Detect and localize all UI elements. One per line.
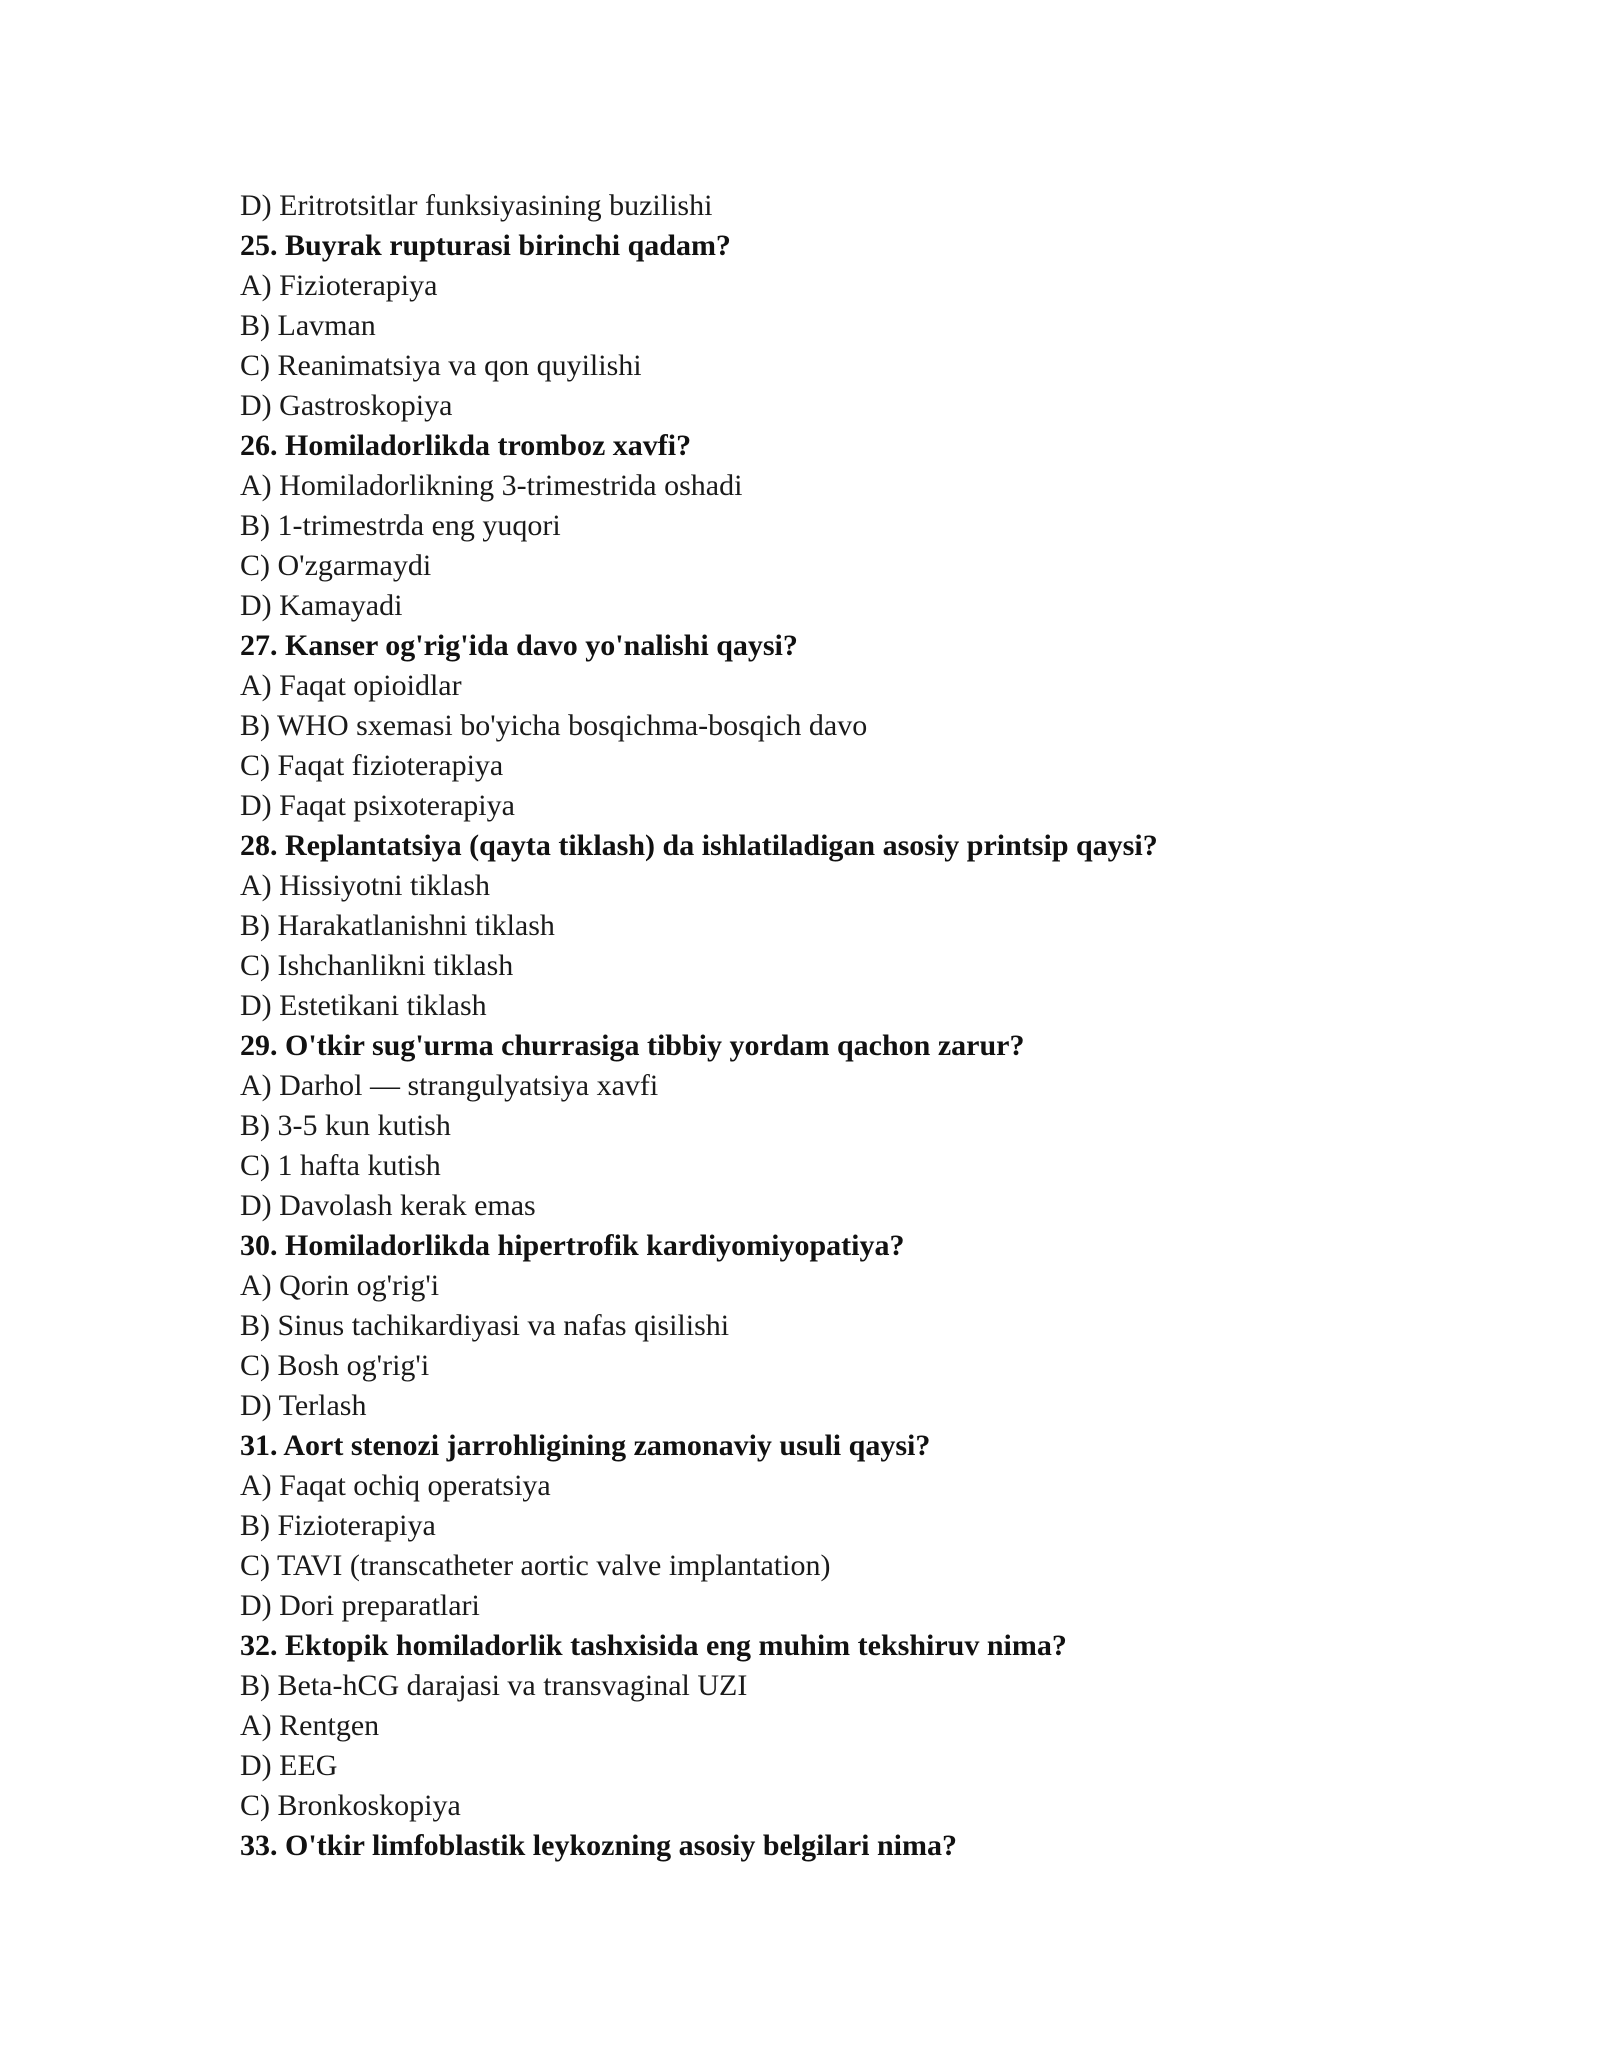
answer-option: C) Bosh og'rig'i	[240, 1349, 430, 1382]
answer-option: D) Faqat psixoterapiya	[240, 789, 515, 822]
answer-option: C) O'zgarmaydi	[240, 549, 432, 582]
answer-option: A) Hissiyotni tiklash	[240, 869, 491, 902]
question-heading: 27. Kanser og'rig'ida davo yo'nalishi qaysi?	[240, 629, 798, 662]
answer-option: A) Homiladorlikning 3-trimestrida oshadi	[240, 469, 743, 502]
answer-option: B) Sinus tachikardiyasi va nafas qisilishi	[240, 1309, 730, 1342]
quiz-content	[240, 186, 1480, 1866]
answer-option: A) Rentgen	[240, 1709, 380, 1742]
answer-option: D) Eritrotsitlar funksiyasining buzilishi	[240, 189, 713, 222]
answer-option: D) Kamayadi	[240, 589, 403, 622]
answer-option: C) Reanimatsiya va qon quyilishi	[240, 349, 642, 382]
question-heading: 28. Replantatsiya (qayta tiklash) da ishlatiladigan asosiy printsip qaysi?	[240, 829, 1158, 862]
answer-option: D) Dori preparatlari	[240, 1589, 480, 1622]
answer-option: B) 3-5 kun kutish	[240, 1109, 451, 1142]
answer-option: D) Terlash	[240, 1389, 367, 1422]
answer-option: A) Darhol — strangulyatsiya xavfi	[240, 1069, 659, 1102]
answer-option: C) Faqat fizioterapiya	[240, 749, 504, 782]
answer-option: B) WHO sxemasi bo'yicha bosqichma-bosqich davo	[240, 709, 868, 742]
answer-option: D) Davolash kerak emas	[240, 1189, 536, 1222]
answer-option: B) Harakatlanishni tiklash	[240, 909, 555, 942]
answer-option: A) Faqat ochiq operatsiya	[240, 1469, 551, 1502]
question-heading: 26. Homiladorlikda tromboz xavfi?	[240, 429, 692, 462]
answer-option: A) Fizioterapiya	[240, 269, 438, 302]
answer-option: C) Bronkoskopiya	[240, 1789, 461, 1822]
answer-option: D) Estetikani tiklash	[240, 989, 487, 1022]
answer-option: C) 1 hafta kutish	[240, 1149, 441, 1182]
question-heading: 31. Aort stenozi jarrohligining zamonaviy usuli qaysi?	[240, 1429, 931, 1462]
answer-option: A) Qorin og'rig'i	[240, 1269, 440, 1302]
question-heading: 32. Ektopik homiladorlik tashxisida eng muhim tekshiruv nima?	[240, 1629, 1067, 1662]
answer-option: B) Fizioterapiya	[240, 1509, 436, 1542]
answer-option: D) EEG	[240, 1749, 338, 1782]
question-heading: 25. Buyrak rupturasi birinchi qadam?	[240, 229, 731, 262]
answer-option: C) TAVI (transcatheter aortic valve implantation)	[240, 1549, 831, 1582]
question-heading: 29. O'tkir sug'urma churrasiga tibbiy yordam qachon zarur?	[240, 1029, 1025, 1062]
answer-option: B) Lavman	[240, 309, 376, 342]
answer-option: C) Ishchanlikni tiklash	[240, 949, 514, 982]
question-heading: 33. O'tkir limfoblastik leykozning asosiy belgilari nima?	[240, 1829, 958, 1862]
answer-option: D) Gastroskopiya	[240, 389, 453, 422]
question-heading: 30. Homiladorlikda hipertrofik kardiyomiyopatiya?	[240, 1229, 905, 1262]
answer-option: B) 1-trimestrda eng yuqori	[240, 509, 561, 542]
answer-option: A) Faqat opioidlar	[240, 669, 462, 702]
answer-option: B) Beta-hCG darajasi va transvaginal UZI	[240, 1669, 748, 1702]
